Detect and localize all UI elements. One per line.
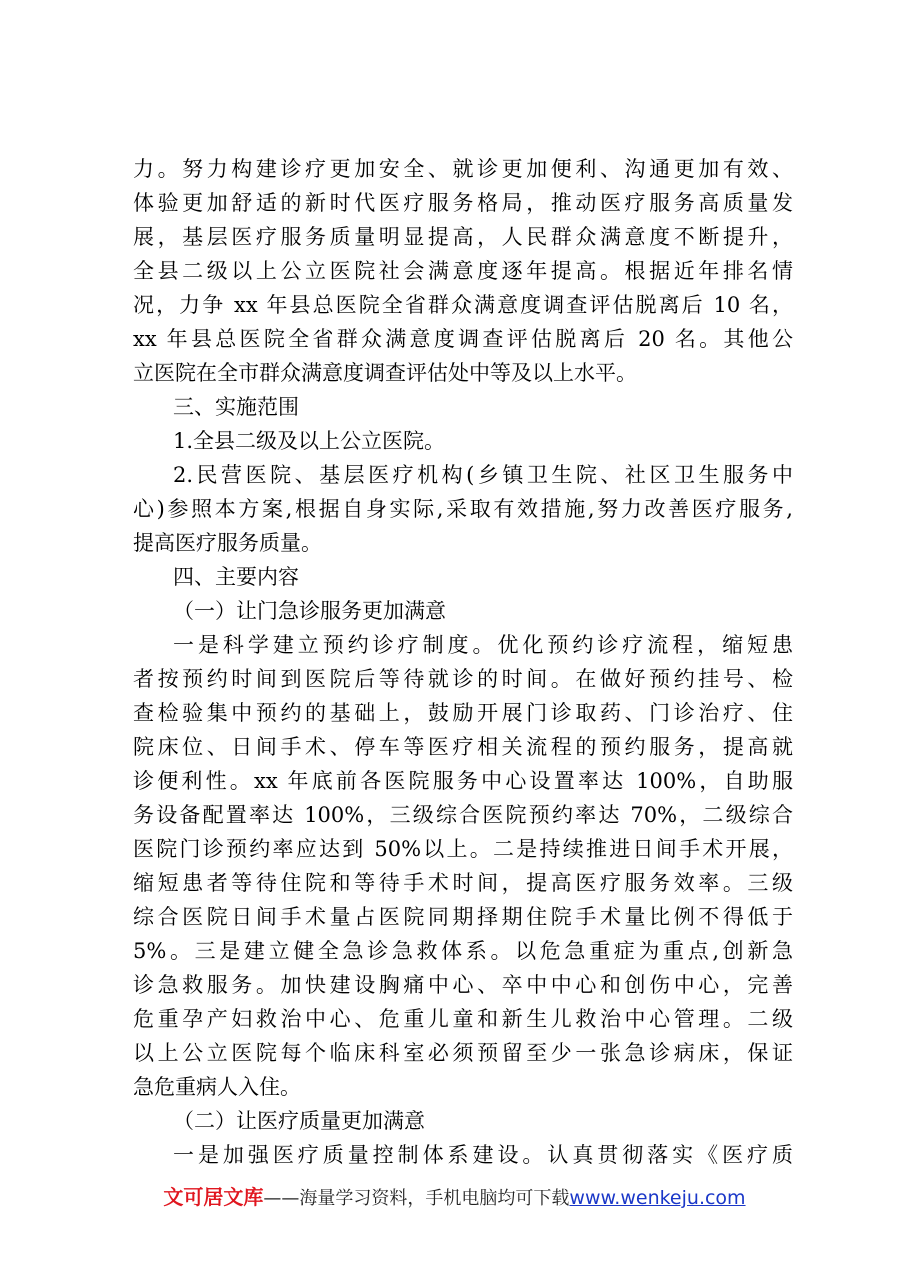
paragraph-line: 者按预约时间到医院后等待就诊的时间。在做好预约挂号、检 xyxy=(133,667,793,691)
paragraph-line: 以上公立医院每个临床科室必须预留至少一张急诊病床，保证 xyxy=(133,1041,793,1065)
paragraph-line: 查检验集中预约的基础上，鼓励开展门诊取药、门诊治疗、住 xyxy=(133,701,793,725)
paragraph-line: 一是加强医疗质量控制体系建设。认真贯彻落实《医疗质 xyxy=(173,1143,793,1167)
paragraph-line: 院床位、日间手术、停车等医疗相关流程的预约服务，提高就 xyxy=(133,735,793,759)
subsection-heading: （一）让门急诊服务更加满意 xyxy=(173,599,446,623)
section-heading: 三、实施范围 xyxy=(173,395,299,419)
paragraph-line: 全县二级以上公立医院社会满意度逐年提高。根据近年排名情 xyxy=(133,259,793,283)
paragraph-line: 提高医疗服务质量。 xyxy=(133,531,322,555)
paragraph-line: 况，力争 xx 年县总医院全省群众满意度调查评估脱离后 10 名， xyxy=(133,293,793,317)
paragraph-line: 体验更加舒适的新时代医疗服务格局，推动医疗服务高质量发 xyxy=(133,191,793,215)
paragraph-line: 5%。三是建立健全急诊急救体系。以危急重症为重点,创新急 xyxy=(133,939,793,963)
paragraph-line: 急危重病人入住。 xyxy=(133,1075,301,1099)
paragraph-line: 一是科学建立预约诊疗制度。优化预约诊疗流程，缩短患 xyxy=(173,633,793,657)
paragraph-line: 诊急救服务。加快建设胸痛中心、卒中中心和创伤中心，完善 xyxy=(133,973,793,997)
paragraph-line: 力。努力构建诊疗更加安全、就诊更加便利、沟通更加有效、 xyxy=(133,157,793,181)
paragraph-line: 心)参照本方案,根据自身实际,采取有效措施,努力改善医疗服务, xyxy=(133,497,793,521)
footer-tagline: ——海量学习资料，手机电脑均可下载 xyxy=(263,1188,570,1209)
section-heading: 四、主要内容 xyxy=(173,565,299,589)
paragraph-line: 缩短患者等待住院和等待手术时间，提高医疗服务效率。三级 xyxy=(133,871,793,895)
website-link[interactable]: www.wenkeju.com xyxy=(569,1187,746,1209)
brand-name: 文可居文库 xyxy=(163,1185,264,1209)
paragraph-line: 展，基层医疗服务质量明显提高，人民群众满意度不断提升， xyxy=(133,225,793,249)
paragraph-line: 危重孕产妇救治中心、危重儿童和新生儿救治中心管理。二级 xyxy=(133,1007,793,1031)
paragraph-line: 2.民营医院、基层医疗机构(乡镇卫生院、社区卫生服务中 xyxy=(173,463,793,487)
paragraph-line: 医院门诊预约率应达到 50%以上。二是持续推进日间手术开展， xyxy=(133,837,793,861)
subsection-heading: （二）让医疗质量更加满意 xyxy=(173,1109,425,1133)
paragraph-line: 务设备配置率达 100%，三级综合医院预约率达 70%，二级综合 xyxy=(133,803,793,827)
paragraph-line: xx 年县总医院全省群众满意度调查评估脱离后 20 名。其他公 xyxy=(133,327,793,351)
footer-banner xyxy=(0,1182,909,1212)
list-item: 1.全县二级及以上公立医院。 xyxy=(173,429,446,453)
paragraph-line: 立医院在全市群众满意度调查评估处中等及以上水平。 xyxy=(133,361,637,385)
paragraph-line: 综合医院日间手术量占医院同期择期住院手术量比例不得低于 xyxy=(133,905,793,929)
paragraph-line: 诊便利性。xx 年底前各医院服务中心设置率达 100%，自助服 xyxy=(133,769,793,793)
